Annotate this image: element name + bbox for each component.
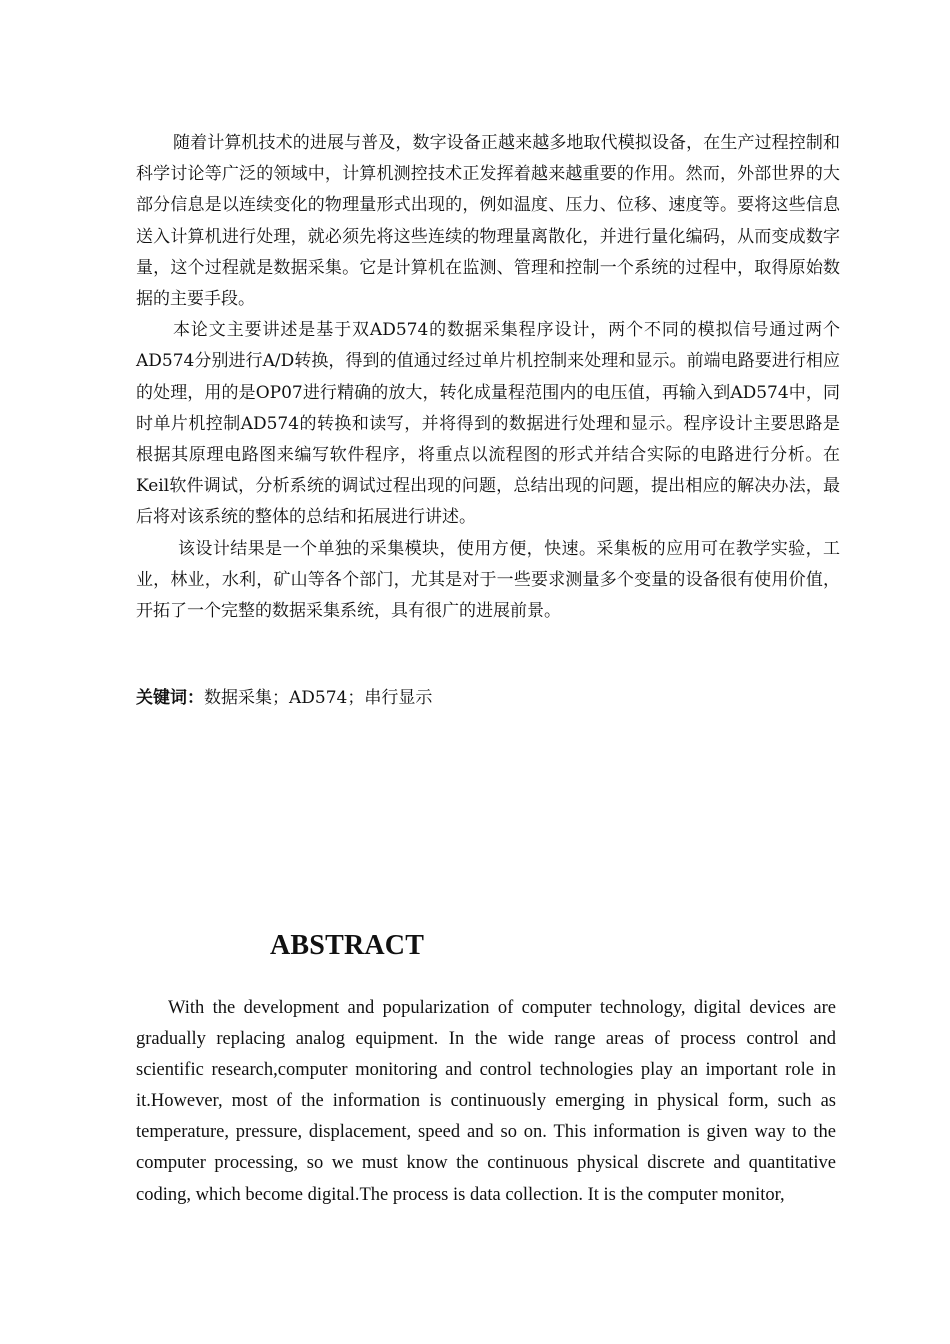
chinese-paragraph-3: 该设计结果是一个单独的采集模块，使用方便，快速。采集板的应用可在教学实验，工业，林业，水利，矿山等各个部门，尤其是对于一些要求测量多个变量的设备很有使用价值，开拓了一个完整的数据采集系统，具有很广的进展前景。 — [136, 538, 840, 622]
keywords-line — [136, 684, 840, 712]
english-paragraph-1: With the development and popularization of computer technology, digital devices are gradually replacing analog equipment. In the wide range areas of process control and scientific research,computer monitoring and control technologies play an important role in it.However, most of the information is continuously emerging in physical form, such as temperature, pressure, displacement, speed and so on. This information is given way to the computer processing, so we must know the continuous physical discrete and quantitative coding, which become digital.The process is data collection. It is the computer monitor, — [136, 998, 836, 1205]
chinese-paragraph-2: 本论文主要讲述是基于双AD574的数据采集程序设计，两个不同的模拟信号通过两个AD574分别进行A/D转换，得到的值通过经过单片机控制来处理和显示。前端电路要进行相应的处理，用的是OP07进行精确的放大，转化成量程范围内的电压值，再输入到AD574中，同时单片机控制AD574的转换和读写，并将得到的数据进行处理和显示。程序设计主要思路是根据其原理电路图来编写软件程序，将重点以流程图的形式并结合实际的电路进行分析。在Keil软件调试，分析系统的调试过程出现的问题，总结出现的问题，提出相应的解决办法，最后将对该系统的整体的总结和拓展进行讲述。 — [136, 320, 840, 528]
keywords-label: 关键词： — [136, 688, 204, 708]
english-abstract-body — [136, 993, 836, 1211]
chinese-abstract-body — [136, 128, 840, 627]
keywords-value: 数据采集；AD574；串行显示 — [204, 688, 433, 708]
abstract-title: ABSTRACT — [270, 930, 425, 961]
chinese-paragraph-1: 随着计算机技术的进展与普及，数字设备正越来越多地取代模拟设备，在生产过程控制和科学讨论等广泛的领域中，计算机测控技术正发挥着越来越重要的作用。然而，外部世界的大部分信息是以连续变化的物理量形式出现的，例如温度、压力、位移、速度等。要将这些信息送入计算机进行处理，就必须先将这些连续的物理量离散化，并进行量化编码，从而变成数字量，这个过程就是数据采集。它是计算机在监测、管理和控制一个系统的过程中，取得原始数据的主要手段。 — [136, 133, 840, 310]
